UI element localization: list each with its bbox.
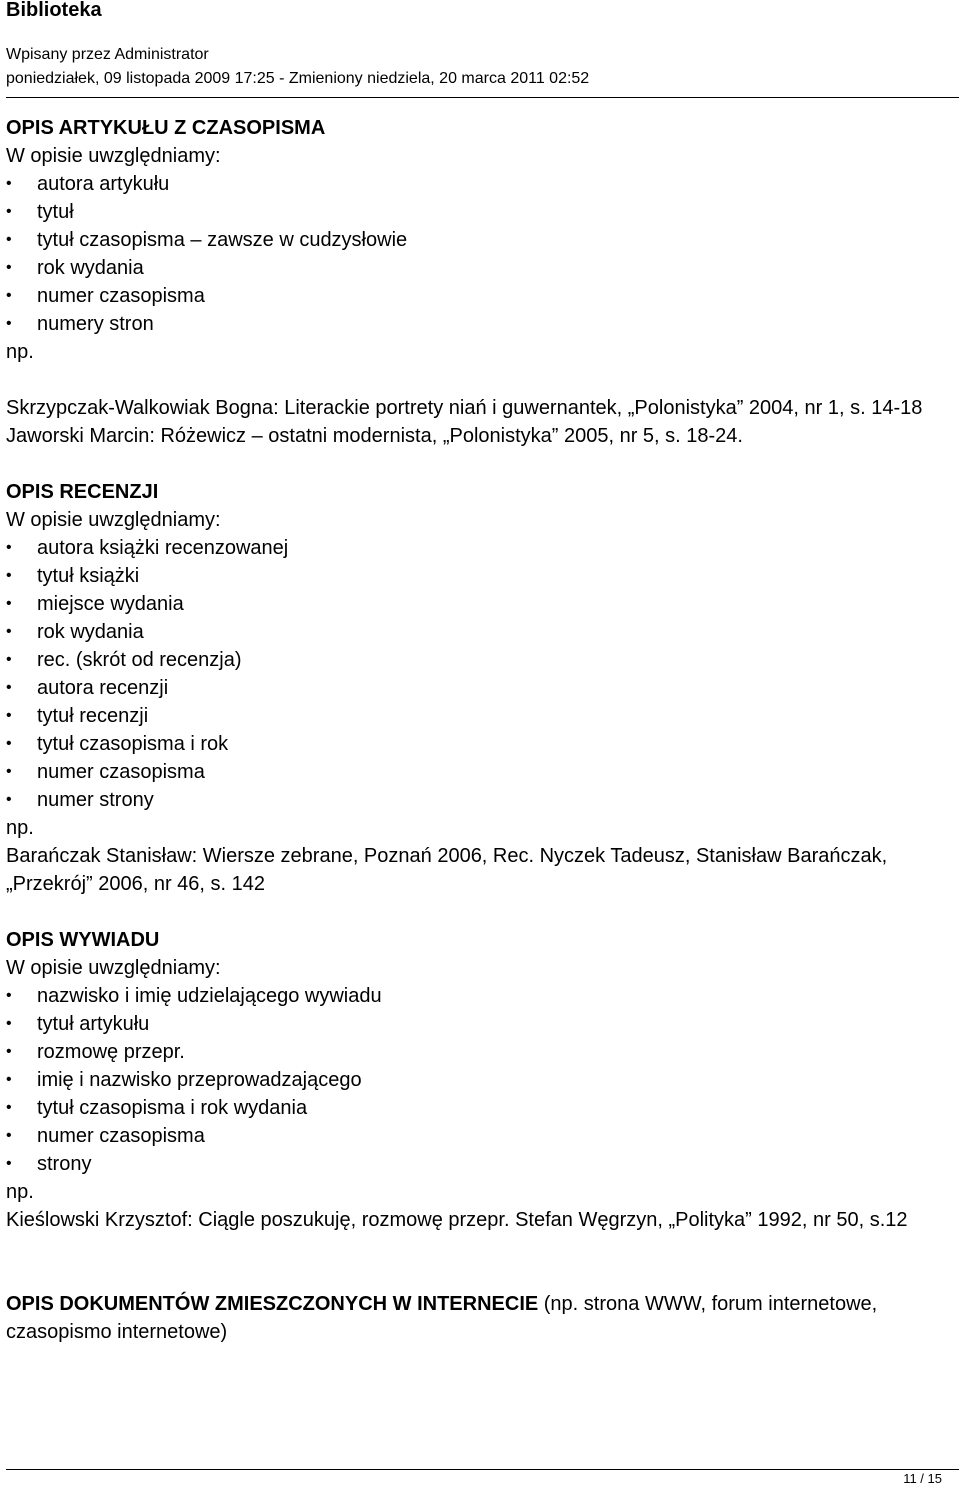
section-title-article: OPIS ARTYKUŁU Z CZASOPISMA [6,117,326,139]
review-elements-list [6,534,946,814]
list-item: • rok wydania [6,254,946,282]
list-item: • tytuł recenzji [6,702,946,730]
list-item: • autora artykułu [6,170,946,198]
site-title: Biblioteka [6,0,102,21]
list-item: • numery stron [6,310,946,338]
example-label: np. [6,1181,34,1203]
list-item: • tytuł książki [6,562,946,590]
section-title-interview: OPIS WYWIADU [6,929,160,951]
list-item: • tytuł [6,198,946,226]
section-title-internet: OPIS DOKUMENTÓW ZMIESZCZONYCH W INTERNECIE [6,1293,539,1315]
section-intro: W opisie uwzględniamy: [6,957,221,979]
section-internet [6,1290,946,1346]
example-citation: Kieślowski Krzysztof: Ciągle poszukuję, rozmowę przepr. Stefan Węgrzyn, „Polityka” 1992, nr 50, s.12 [6,1209,908,1231]
list-item: • numer czasopisma [6,282,946,310]
page-number: 11 / 15 [903,1471,942,1486]
example-citation: Barańczak Stanisław: Wiersze zebrane, Poznań 2006, Rec. Nyczek Tadeusz, Stanisław Barańczak, „Przekrój” 2006, nr 46, s. 142 [6,845,888,895]
list-item: • rec. (skrót od recenzja) [6,646,946,674]
section-internet-note: (np. strona WWW, forum internetowe, czasopismo internetowe) [6,1293,878,1343]
article-content [6,114,946,1346]
section-title-review: OPIS RECENZJI [6,481,159,503]
list-item: • autora książki recenzowanej [6,534,946,562]
author-line: Wpisany przez Administrator [6,46,209,63]
example-label: np. [6,341,34,363]
example-label: np. [6,817,34,839]
list-item: • imię i nazwisko przeprowadzającego [6,1066,946,1094]
interview-elements-list [6,982,946,1178]
section-intro: W opisie uwzględniamy: [6,145,221,167]
list-item: • rok wydania [6,618,946,646]
list-item: • tytuł artykułu [6,1010,946,1038]
header-divider [6,97,959,98]
section-intro: W opisie uwzględniamy: [6,509,221,531]
list-item: • numer czasopisma [6,758,946,786]
list-item: • numer czasopisma [6,1122,946,1150]
list-item: • nazwisko i imię udzielającego wywiadu [6,982,946,1010]
dates-line: poniedziałek, 09 listopada 2009 17:25 - Zmieniony niedziela, 20 marca 2011 02:52 [6,70,590,87]
footer-divider [6,1469,959,1470]
list-item: • tytuł czasopisma – zawsze w cudzysłowie [6,226,946,254]
example-citation: Jaworski Marcin: Różewicz – ostatni modernista, „Polonistyka” 2005, nr 5, s. 18-24. [6,425,743,447]
list-item: • numer strony [6,786,946,814]
list-item: • strony [6,1150,946,1178]
list-item: • rozmowę przepr. [6,1038,946,1066]
list-item: • miejsce wydania [6,590,946,618]
list-item: • tytuł czasopisma i rok [6,730,946,758]
example-citation: Skrzypczak-Walkowiak Bogna: Literackie portrety niań i guwernantek, „Polonistyka” 2004, nr 1, s. 14-18 [6,397,923,419]
article-elements-list [6,170,946,338]
list-item: • tytuł czasopisma i rok wydania [6,1094,946,1122]
list-item: • autora recenzji [6,674,946,702]
